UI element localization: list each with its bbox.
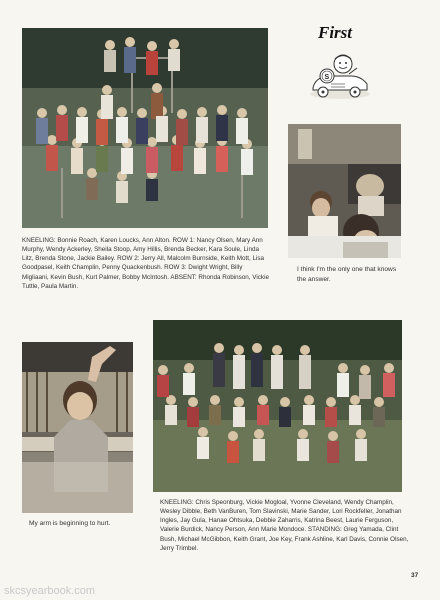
group-photo-caption-bottom: KNEELING: Chris Speonburg, Vickie Mogloal, Yvonne Cleveland, Wendy Champlin, Wesley Dibble, Beth VanBuren, Tom Slavinski, Marie Sander, Lori Rockfeller, Jonathan Ingles, Jay Gula, Hanae Ohtsuka, Debbie Zaharris, Katrina Beest, Laurie Ferguson, Valerie Burdick, Nancy Person, Ann Marie Mondoce. STANDING: Greg Yamada, Clint Bush, Michael McGibbon, Keith Grant, Joe Key, Frank Ashline, Karl Davis, Connie Olsen, Jerry Trimbel. [160, 499, 409, 552]
page-number: 37 [411, 572, 419, 579]
class-group-photo-top [22, 28, 268, 228]
mascot-car-illustration [305, 54, 375, 102]
candid-photo-student-arm-raised [22, 342, 133, 513]
group-photo-caption-top: KNEELING: Bonnie Roach, Karen Loucks, Ann Alton. ROW 1: Nancy Olsen, Mary Ann Murphy, Wendy Ackerley, Sheila Stoop, Amy Hillis, Brenda Becker, Kara Soule, Linda Litz, Brenda Stone, Jackie Bailey. ROW 2: Jerry All, Malcolm Burnside, Keith Mott, Lisa Goodpasel, Keith Champlin, Penny Quackenbush. ROW 3: Dwight Wright, Billy Migliaani, Kevin Bush, Kurt Palmer, Bobby McIntosh. ABSENT: Rhonda Robinson, Vickie Tuttle, Paula Martin. [22, 237, 269, 290]
candid-photo-caption-bottom: My arm is beginning to hurt. [29, 520, 111, 527]
page-title: First [318, 23, 353, 42]
candid-photo-caption-top: I think I'm the only one that knows the answer. [297, 266, 397, 283]
site-watermark: skcsyearbook.com [4, 585, 96, 597]
candid-photo-student-thinking [288, 124, 401, 258]
class-group-photo-bottom [153, 320, 402, 492]
svg-text:S: S [324, 74, 330, 81]
